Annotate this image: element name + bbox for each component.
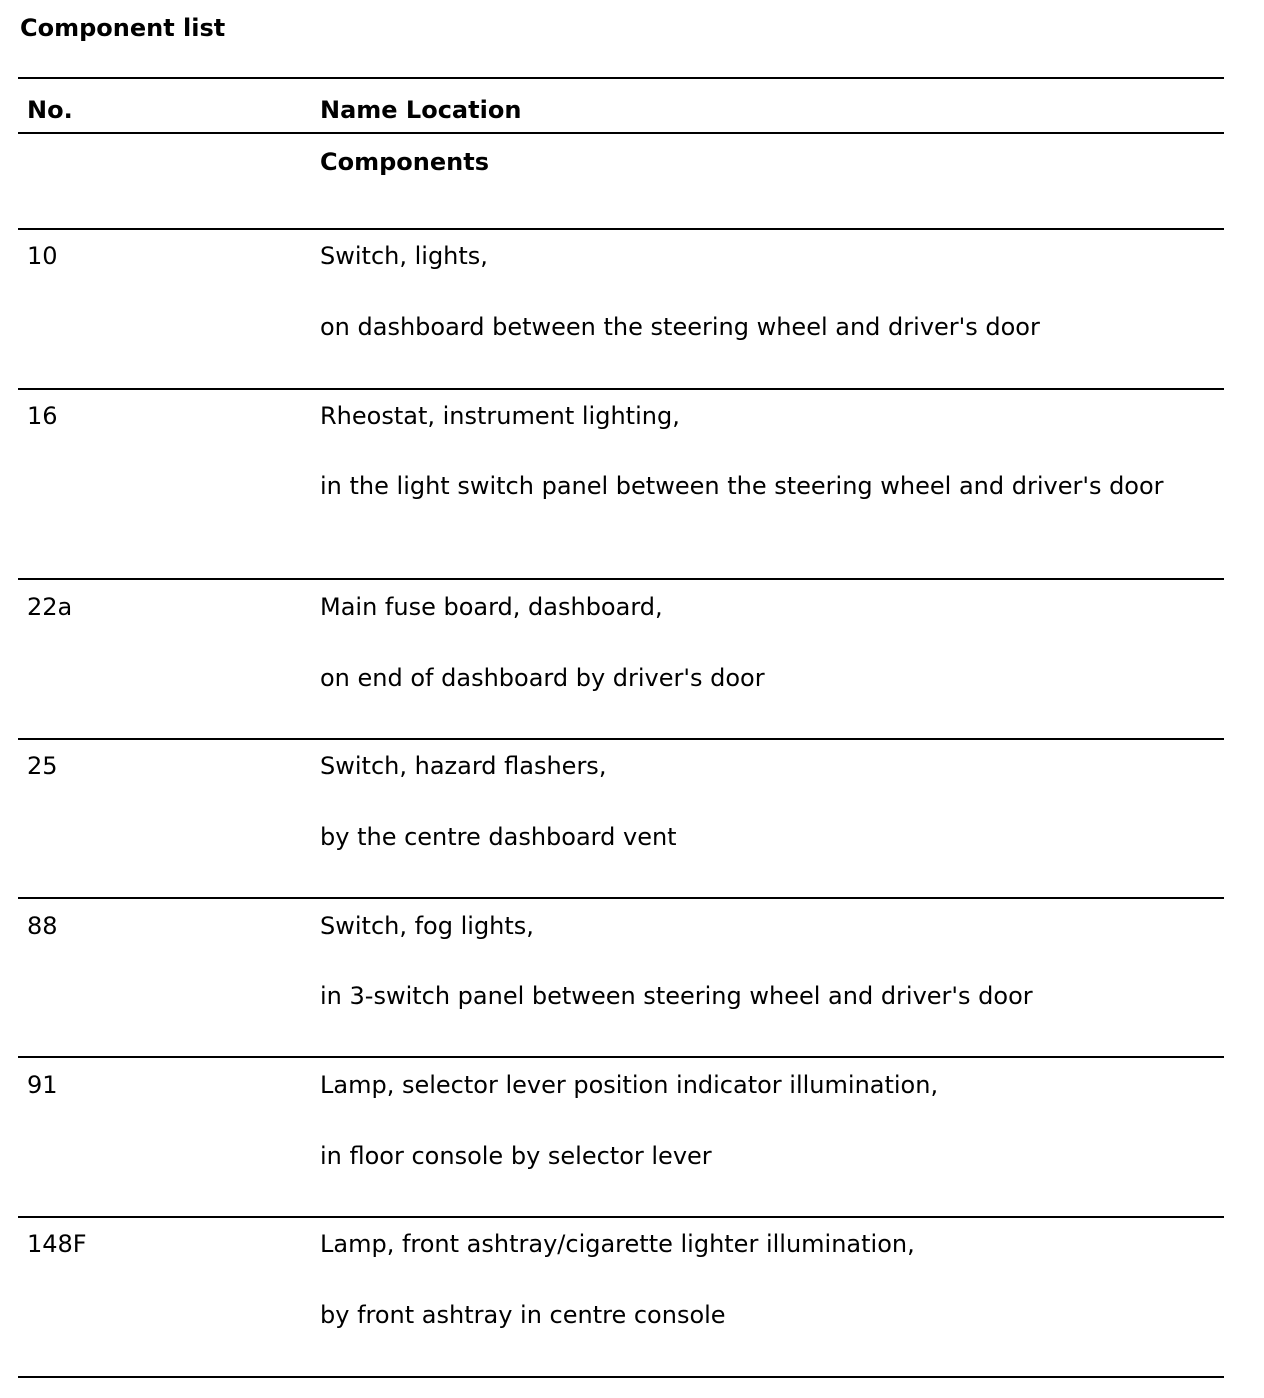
row-component-name: Switch, fog lights, <box>320 912 534 940</box>
row-component-name: Switch, hazard flashers, <box>320 752 607 780</box>
row-component-location: by the centre dashboard vent <box>320 823 677 851</box>
section-label-components: Components <box>320 148 489 176</box>
row-component-name: Main fuse board, dashboard, <box>320 593 663 621</box>
row-separator <box>18 1056 1224 1058</box>
row-number: 16 <box>27 402 58 430</box>
row-component-name: Rheostat, instrument lighting, <box>320 402 680 430</box>
row-number: 10 <box>27 242 58 270</box>
header-no: No. <box>27 96 73 124</box>
row-separator <box>18 738 1224 740</box>
row-component-location: on dashboard between the steering wheel and driver's door <box>320 313 1040 341</box>
row-separator <box>18 1216 1224 1218</box>
row-component-name: Switch, lights, <box>320 242 488 270</box>
row-separator <box>18 578 1224 580</box>
row-component-name: Lamp, front ashtray/cigarette lighter illumination, <box>320 1230 915 1258</box>
row-number: 91 <box>27 1071 58 1099</box>
row-number: 148F <box>27 1230 87 1258</box>
row-component-name: Lamp, selector lever position indicator illumination, <box>320 1071 939 1099</box>
row-component-location: in the light switch panel between the steering wheel and driver's door <box>320 472 1164 500</box>
row-separator <box>18 897 1224 899</box>
header-rule <box>18 132 1224 134</box>
row-number: 22a <box>27 593 73 621</box>
row-component-location: by front ashtray in centre console <box>320 1301 726 1329</box>
row-number: 88 <box>27 912 58 940</box>
row-component-location: on end of dashboard by driver's door <box>320 664 765 692</box>
row-component-location: in 3-switch panel between steering wheel and driver's door <box>320 982 1033 1010</box>
section-rule <box>18 228 1224 230</box>
page-title: Component list <box>20 14 226 42</box>
table-top-rule <box>18 77 1224 79</box>
row-component-location: in floor console by selector lever <box>320 1142 712 1170</box>
row-number: 25 <box>27 752 58 780</box>
row-separator <box>18 388 1224 390</box>
header-name-location: Name Location <box>320 96 522 124</box>
table-bottom-rule <box>18 1376 1224 1378</box>
